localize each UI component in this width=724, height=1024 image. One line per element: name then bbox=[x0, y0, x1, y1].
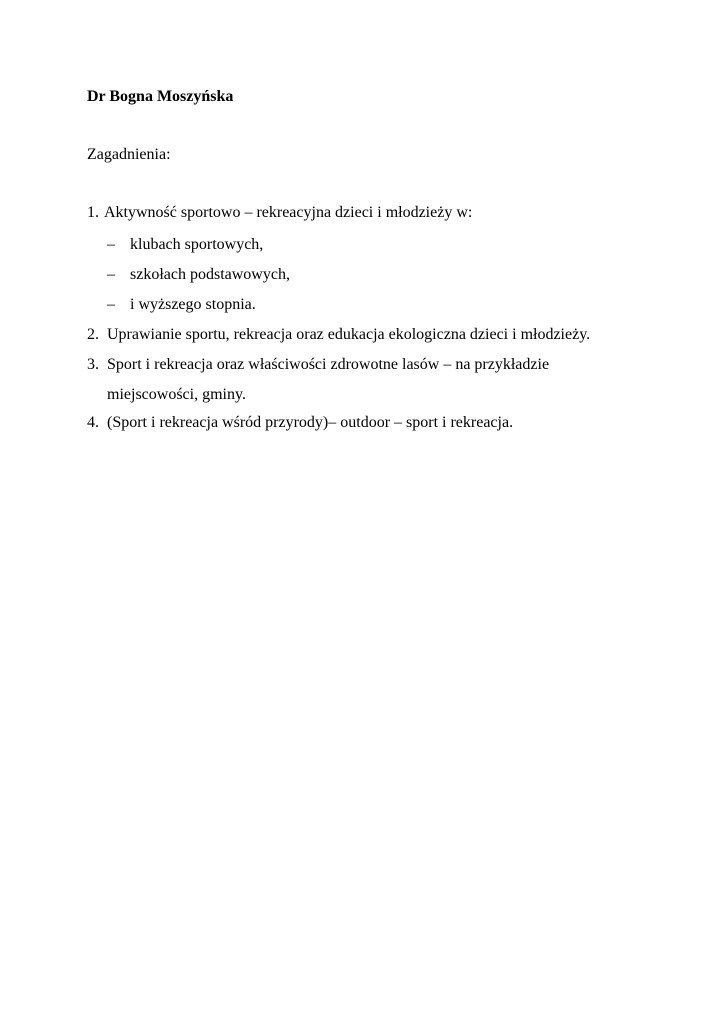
item-text: Aktywność sportowo – rekreacyjna dzieci i młodzieży w: bbox=[104, 204, 473, 221]
sub-item-text: szkołach podstawowych, bbox=[130, 266, 290, 283]
author-name: Dr Bogna Moszyńska bbox=[87, 88, 234, 105]
dash-marker: – bbox=[107, 236, 115, 253]
sub-item-text: klubach sportowych, bbox=[130, 236, 264, 253]
item-text: Sport i rekreacja oraz właściwości zdrowotne lasów – na przykładzie bbox=[107, 356, 550, 373]
item-number: 2. bbox=[87, 326, 99, 343]
dash-marker: – bbox=[107, 266, 115, 283]
item-number: 1. bbox=[87, 204, 99, 221]
item-number: 3. bbox=[87, 356, 99, 373]
topics-heading: Zagadnienia: bbox=[87, 146, 171, 163]
item-number: 4. bbox=[87, 414, 99, 431]
item-text: (Sport i rekreacja wśród przyrody)– outdoor – sport i rekreacja. bbox=[107, 414, 514, 431]
item-text-continuation: miejscowości, gminy. bbox=[107, 386, 246, 403]
sub-item-text: i wyższego stopnia. bbox=[130, 296, 256, 313]
dash-marker: – bbox=[107, 296, 115, 313]
item-text: Uprawianie sportu, rekreacja oraz edukacja ekologiczna dzieci i młodzieży. bbox=[107, 326, 591, 343]
